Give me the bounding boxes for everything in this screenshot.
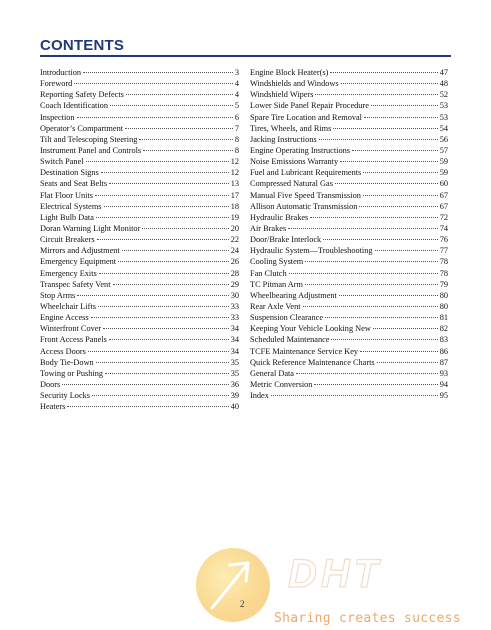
- toc-entry-page: 94: [439, 379, 448, 389]
- toc-entry[interactable]: [250, 368, 448, 379]
- toc-entry-page: 83: [439, 335, 448, 345]
- toc-leader-dots: [139, 139, 232, 140]
- toc-entry-title: Engine Block Heater(s): [250, 68, 329, 77]
- toc-entry-title: Suspension Clearance: [250, 313, 324, 323]
- toc-entry[interactable]: [40, 201, 239, 212]
- toc-leader-dots: [105, 373, 229, 374]
- toc-entry[interactable]: [40, 212, 239, 223]
- toc-leader-dots: [325, 317, 438, 318]
- toc-entry[interactable]: [250, 100, 448, 111]
- toc-entry[interactable]: [40, 279, 239, 290]
- toc-leader-dots: [126, 94, 233, 95]
- toc-entry-title: Lower Side Panel Repair Procedure: [250, 101, 369, 111]
- toc-leader-dots: [142, 228, 228, 229]
- toc-entry-title: Scheduled Maintenance: [250, 335, 330, 345]
- toc-entry[interactable]: [250, 279, 448, 290]
- toc-entry-title: Quick Reference Maintenance Charts: [250, 357, 375, 367]
- toc-entry[interactable]: [40, 223, 239, 234]
- toc-entry-title: Jacking Instructions: [250, 134, 317, 144]
- toc-entry-title: Fan Clutch: [250, 268, 287, 278]
- toc-leader-dots: [333, 128, 437, 129]
- toc-entry[interactable]: [250, 78, 448, 89]
- toc-leader-dots: [109, 339, 229, 340]
- toc-leader-dots: [77, 295, 228, 296]
- toc-leader-dots: [330, 72, 437, 73]
- toc-leader-dots: [96, 217, 229, 218]
- toc-entry-page: 12: [230, 168, 239, 178]
- toc-leader-dots: [305, 284, 438, 285]
- toc-entry-page: 67: [439, 201, 448, 211]
- toc-entry-page: 12: [230, 157, 239, 167]
- toc-entry-title: Metric Conversion: [250, 379, 313, 389]
- toc-entry-title: Body Tie-Down: [40, 357, 94, 367]
- watermark: [196, 548, 486, 630]
- toc-entry[interactable]: [40, 368, 239, 379]
- toc-entry-title: Towing or Pushing: [40, 368, 104, 378]
- toc-entry[interactable]: [40, 334, 239, 345]
- toc-entry-page: 19: [230, 212, 239, 222]
- toc-entry-page: 82: [439, 324, 448, 334]
- toc-leader-dots: [91, 317, 229, 318]
- toc-entry-page: 35: [230, 357, 239, 367]
- toc-leader-dots: [113, 284, 229, 285]
- toc-entry-page: 59: [439, 157, 448, 167]
- toc-entry-title: Door/Brake Interlock: [250, 235, 322, 245]
- toc-entry-title: Rear Axle Vent: [250, 301, 301, 311]
- toc-entry[interactable]: [40, 245, 239, 256]
- toc-leader-dots: [86, 161, 229, 162]
- toc-entry-page: 86: [439, 346, 448, 356]
- toc-entry[interactable]: [250, 346, 448, 357]
- toc-entry[interactable]: [40, 145, 239, 156]
- toc-leader-dots: [315, 94, 437, 95]
- toc-leader-dots: [125, 128, 233, 129]
- toc-entry-title: TCFE Maintenance Service Key: [250, 346, 359, 356]
- toc-entry[interactable]: [250, 190, 448, 201]
- toc-entry-title: Winterfront Cover: [40, 324, 102, 334]
- toc-entry[interactable]: [40, 178, 239, 189]
- toc-entry-page: 48: [439, 79, 448, 89]
- toc-leader-dots: [101, 172, 229, 173]
- toc-leader-dots: [335, 183, 438, 184]
- toc-entry-title: Access Doors: [40, 346, 86, 356]
- toc-leader-dots: [363, 195, 438, 196]
- toc-entry[interactable]: [40, 134, 239, 145]
- toc-entry-title: Destination Signs: [40, 168, 99, 178]
- toc-entry[interactable]: [250, 290, 448, 301]
- toc-leader-dots: [110, 105, 233, 106]
- toc-entry[interactable]: [250, 379, 448, 390]
- toc-leader-dots: [305, 261, 437, 262]
- toc-entry-page: 8: [234, 134, 239, 144]
- toc-entry-title: Circuit Breakers: [40, 235, 95, 245]
- toc-entry-title: Coach Identification: [40, 101, 108, 111]
- toc-entry[interactable]: [40, 390, 239, 401]
- toc-entry-page: 57: [439, 145, 448, 155]
- toc-entry-title: Stop Arms: [40, 290, 76, 300]
- toc-entry-page: 26: [230, 257, 239, 267]
- toc-entry-title: Air Brakes: [250, 223, 287, 233]
- toc-entry-title: Seats and Seat Belts: [40, 179, 108, 189]
- toc-entry[interactable]: [250, 201, 448, 212]
- toc-entry[interactable]: [40, 112, 239, 123]
- toc-entry[interactable]: [250, 234, 448, 245]
- toc-entry[interactable]: [40, 357, 239, 368]
- toc-entry-page: 8: [234, 145, 239, 155]
- toc-entry[interactable]: [250, 212, 448, 223]
- toc-entry-title: Electrical Systems: [40, 201, 102, 211]
- toc-entry-title: Keeping Your Vehicle Looking New: [250, 324, 371, 334]
- toc-entry-title: Windshields and Windows: [250, 79, 339, 89]
- toc-entry-title: Inspection: [40, 112, 75, 122]
- toc-leader-dots: [377, 362, 438, 363]
- toc-entry-page: 18: [230, 201, 239, 211]
- toc-leader-dots: [364, 117, 438, 118]
- toc-entry[interactable]: [250, 89, 448, 100]
- toc-entry[interactable]: [250, 167, 448, 178]
- toc-entry[interactable]: [250, 245, 448, 256]
- toc-entry-page: 53: [439, 112, 448, 122]
- toc-leader-dots: [360, 351, 438, 352]
- toc-leader-dots: [319, 139, 438, 140]
- toc-leader-dots: [314, 384, 437, 385]
- toc-entry-title: Doors: [40, 379, 61, 389]
- toc-entry-page: 34: [230, 335, 239, 345]
- toc-leader-dots: [373, 328, 438, 329]
- toc-leader-dots: [288, 228, 438, 229]
- toc-entry-title: Mirrors and Adjustment: [40, 246, 120, 256]
- toc-entry-title: Emergency Equipment: [40, 257, 117, 267]
- toc-entry-title: Doran Warning Light Monitor: [40, 223, 141, 233]
- toc-entry-page: 7: [234, 123, 239, 133]
- toc-entry[interactable]: [250, 390, 448, 401]
- toc-leader-dots: [103, 328, 229, 329]
- toc-entry-page: 47: [439, 68, 448, 77]
- toc-entry-title: Tilt and Telescoping Steering: [40, 134, 138, 144]
- toc-entry-page: 30: [230, 290, 239, 300]
- toc-entry-page: 81: [439, 313, 448, 323]
- toc-entry[interactable]: [250, 178, 448, 189]
- toc-leader-dots: [296, 373, 438, 374]
- toc-entry-page: 60: [439, 179, 448, 189]
- toc-entry-title: Emergency Exits: [40, 268, 97, 278]
- toc-leader-dots: [77, 117, 233, 118]
- toc-entry[interactable]: [40, 301, 239, 312]
- toc-entry-page: 13: [230, 179, 239, 189]
- toc-leader-dots: [341, 83, 438, 84]
- toc-leader-dots: [371, 105, 438, 106]
- toc-leader-dots: [359, 206, 437, 207]
- toc-entry-page: 29: [230, 279, 239, 289]
- toc-entry[interactable]: [40, 89, 239, 100]
- toc-entry-page: 34: [230, 346, 239, 356]
- toc-entry-title: Index: [250, 391, 269, 401]
- toc-leader-dots: [122, 250, 229, 251]
- toc-entry-title: Front Access Panels: [40, 335, 107, 345]
- toc-leader-dots: [62, 384, 228, 385]
- toc-leader-dots: [95, 195, 229, 196]
- toc-entry-title: Operator’s Compartment: [40, 123, 124, 133]
- toc-entry[interactable]: [40, 268, 239, 279]
- toc-entry-title: General Data: [250, 368, 294, 378]
- toc-entry-page: 80: [439, 290, 448, 300]
- toc-entry-page: 17: [230, 190, 239, 200]
- toc-entry[interactable]: [40, 156, 239, 167]
- toc-entry-title: Engine Operating Instructions: [250, 145, 351, 155]
- toc-entry-title: Windshield Wipers: [250, 90, 314, 100]
- toc-entry[interactable]: [250, 256, 448, 267]
- toc-entry-page: 39: [230, 391, 239, 401]
- toc-entry-page: 53: [439, 101, 448, 111]
- toc-entry[interactable]: [40, 234, 239, 245]
- title-divider: [40, 55, 451, 57]
- toc-right-column: [250, 67, 448, 401]
- toc-leader-dots: [303, 306, 438, 307]
- toc-entry-title: TC Pitman Arm: [250, 279, 304, 289]
- toc-leader-dots: [339, 295, 438, 296]
- toc-entry[interactable]: [250, 134, 448, 145]
- toc-entry[interactable]: [40, 379, 239, 390]
- toc-entry[interactable]: [250, 312, 448, 323]
- toc-entry-page: 36: [230, 379, 239, 389]
- toc-entry[interactable]: [250, 323, 448, 334]
- toc-leader-dots: [99, 273, 229, 274]
- toc-entry[interactable]: [40, 401, 239, 412]
- toc-entry-page: 59: [439, 168, 448, 178]
- toc-leader-dots: [363, 172, 437, 173]
- page-title: CONTENTS: [40, 37, 125, 54]
- toc-entry-title: Tires, Wheels, and Rims: [250, 123, 332, 133]
- toc-entry-page: 52: [439, 90, 448, 100]
- page-number: 2: [240, 599, 245, 609]
- toc-entry-page: 54: [439, 123, 448, 133]
- toc-entry-page: 5: [234, 101, 239, 111]
- toc-entry[interactable]: [250, 301, 448, 312]
- toc-entry-title: Transpec Safety Vent: [40, 279, 111, 289]
- toc-entry-title: Cooling System: [250, 257, 304, 267]
- toc-left-column: [40, 67, 239, 412]
- toc-entry-title: Noise Emissions Warranty: [250, 157, 339, 167]
- toc-entry-title: Spare Tire Location and Removal: [250, 112, 362, 122]
- watermark-tagline: Sharing creates success: [274, 611, 461, 626]
- toc-entry[interactable]: [40, 323, 239, 334]
- toc-entry-page: 4: [234, 90, 239, 100]
- toc-leader-dots: [109, 183, 229, 184]
- toc-leader-dots: [331, 339, 437, 340]
- toc-leader-dots: [271, 395, 438, 396]
- toc-entry[interactable]: [40, 256, 239, 267]
- toc-entry-page: 56: [439, 134, 448, 144]
- toc-leader-dots: [352, 150, 438, 151]
- toc-entry[interactable]: [250, 112, 448, 123]
- toc-leader-dots: [323, 239, 438, 240]
- toc-entry-page: 24: [230, 246, 239, 256]
- toc-entry-page: 93: [439, 368, 448, 378]
- toc-entry-page: 87: [439, 357, 448, 367]
- toc-entry[interactable]: [40, 100, 239, 111]
- toc-entry-title: Security Locks: [40, 391, 91, 401]
- toc-entry-page: 33: [230, 313, 239, 323]
- toc-entry[interactable]: [40, 190, 239, 201]
- toc-entry-page: 33: [230, 301, 239, 311]
- toc-entry-page: 95: [439, 391, 448, 401]
- toc-leader-dots: [97, 239, 229, 240]
- toc-entry-title: Heaters: [40, 402, 66, 412]
- toc-entry-page: 22: [230, 235, 239, 245]
- toc-entry[interactable]: [40, 346, 239, 357]
- toc-entry-title: Switch Panel: [40, 157, 84, 167]
- watermark-arrow-icon: [206, 556, 258, 612]
- toc-entry-page: 76: [439, 235, 448, 245]
- toc-entry[interactable]: [250, 357, 448, 368]
- toc-leader-dots: [67, 406, 228, 407]
- toc-entry-title: Instrument Panel and Controls: [40, 145, 142, 155]
- toc-entry-page: 78: [439, 268, 448, 278]
- toc-entry-page: 77: [439, 246, 448, 256]
- toc-entry-title: Hydraulic Brakes: [250, 212, 309, 222]
- toc-entry-title: Allison Automatic Transmission: [250, 201, 358, 211]
- toc-entry-page: 4: [234, 79, 239, 89]
- toc-entry-title: Manual Five Speed Transmission: [250, 190, 361, 200]
- toc-entry[interactable]: [250, 123, 448, 134]
- toc-entry[interactable]: [250, 223, 448, 234]
- toc-entry-title: Reporting Safety Defects: [40, 90, 124, 100]
- toc-leader-dots: [74, 83, 233, 84]
- toc-entry-page: 6: [234, 112, 239, 122]
- toc-entry[interactable]: [250, 334, 448, 345]
- toc-entry[interactable]: [40, 167, 239, 178]
- toc-entry-page: 35: [230, 368, 239, 378]
- toc-entry[interactable]: [40, 123, 239, 134]
- toc-entry-title: Wheelbearing Adjustment: [250, 290, 337, 300]
- toc-entry-page: 67: [439, 190, 448, 200]
- toc-entry[interactable]: [40, 312, 239, 323]
- toc-entry-title: Introduction: [40, 68, 82, 77]
- toc-entry-page: 72: [439, 212, 448, 222]
- toc-entry-page: 20: [230, 223, 239, 233]
- toc-entry[interactable]: [40, 290, 239, 301]
- toc-entry-page: 74: [439, 223, 448, 233]
- toc-entry[interactable]: [250, 67, 448, 78]
- watermark-logo: DHT: [288, 552, 383, 596]
- toc-entry-page: 80: [439, 301, 448, 311]
- toc-leader-dots: [83, 72, 233, 73]
- toc-entry-title: Hydraulic System—Troubleshooting: [250, 246, 373, 256]
- toc-leader-dots: [375, 250, 438, 251]
- toc-entry-title: Light Bulb Data: [40, 212, 94, 222]
- toc-entry[interactable]: [40, 67, 239, 78]
- toc-entry-page: 28: [230, 268, 239, 278]
- toc-entry-title: Compressed Natural Gas: [250, 179, 333, 189]
- toc-entry-title: Fuel and Lubricant Requirements: [250, 168, 362, 178]
- toc-entry[interactable]: [250, 156, 448, 167]
- toc-entry-page: 40: [230, 402, 239, 412]
- toc-entry[interactable]: [250, 268, 448, 279]
- toc-entry-title: Flat Floor Units: [40, 190, 94, 200]
- toc-leader-dots: [88, 351, 229, 352]
- toc-entry[interactable]: [40, 78, 239, 89]
- toc-entry[interactable]: [250, 145, 448, 156]
- toc-leader-dots: [92, 395, 229, 396]
- toc-leader-dots: [98, 306, 229, 307]
- toc-leader-dots: [289, 273, 438, 274]
- toc-entry-page: 34: [230, 324, 239, 334]
- toc-leader-dots: [96, 362, 229, 363]
- toc-leader-dots: [310, 217, 437, 218]
- toc-entry-page: 79: [439, 279, 448, 289]
- toc-entry-title: Foreword: [40, 79, 73, 89]
- toc-leader-dots: [104, 206, 229, 207]
- toc-entry-page: 78: [439, 257, 448, 267]
- toc-leader-dots: [340, 161, 438, 162]
- toc-entry-title: Wheelchair Lifts: [40, 301, 96, 311]
- toc-entry-title: Engine Access: [40, 313, 89, 323]
- toc-leader-dots: [143, 150, 233, 151]
- toc-entry-page: 3: [234, 68, 239, 77]
- toc-leader-dots: [118, 261, 229, 262]
